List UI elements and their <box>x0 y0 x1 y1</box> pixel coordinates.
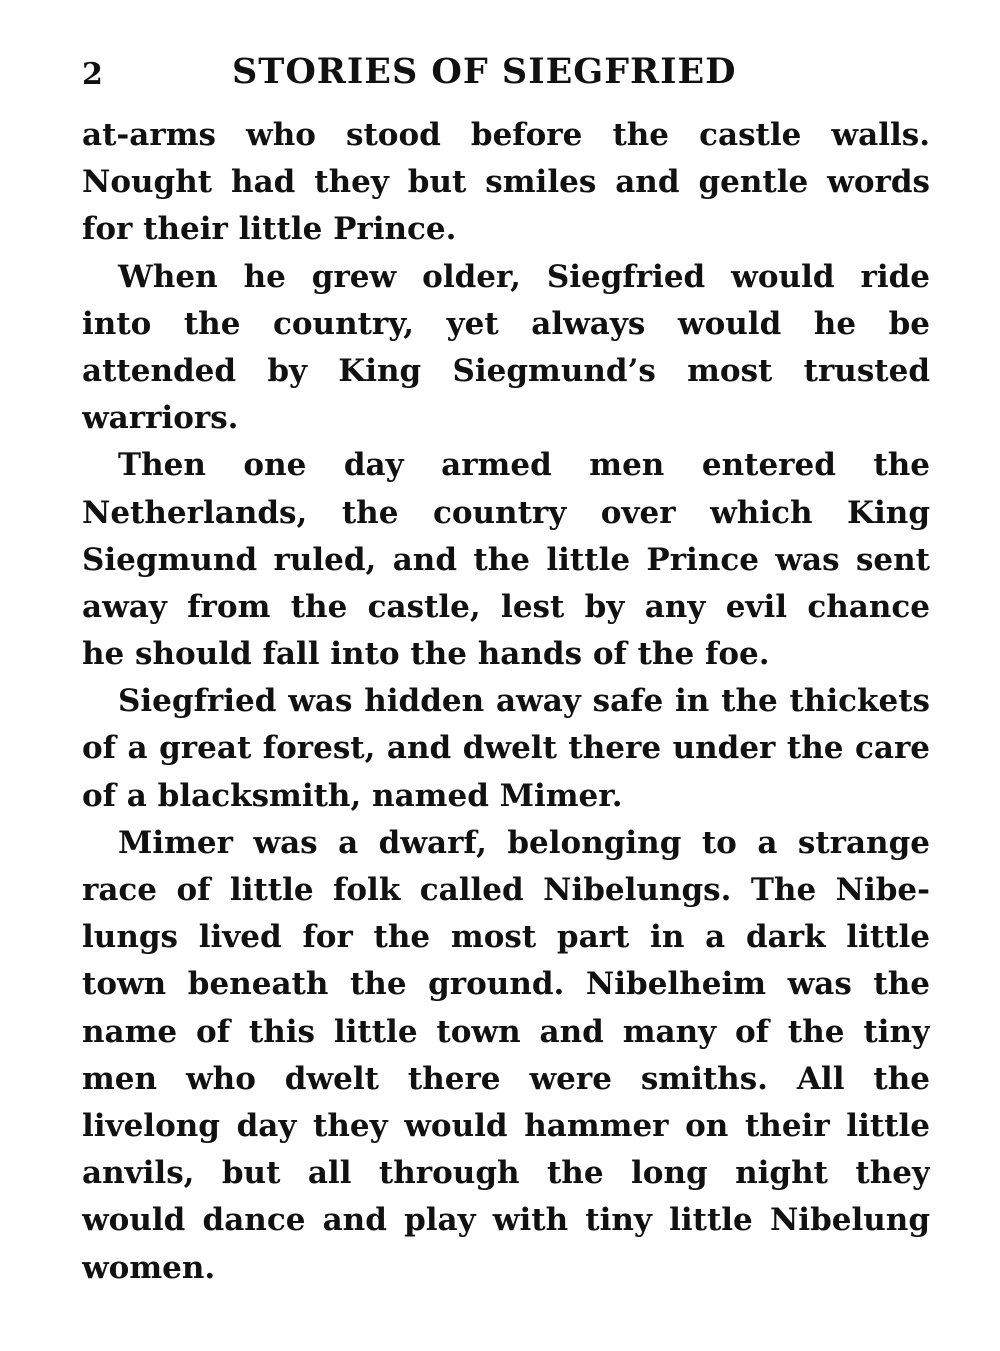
text-line: of a great forest, and dwelt there under the care <box>82 730 930 767</box>
running-title: STORIES OF SIEGFRIED <box>232 51 737 92</box>
paragraph-3 <box>82 442 930 678</box>
page-number: 2 <box>82 57 103 92</box>
text-line: name of this little town and many of the tiny <box>82 1013 930 1050</box>
text-line: livelong day they would hammer on their little <box>82 1107 930 1144</box>
text-line: warriors. <box>82 400 239 437</box>
text-line: for their little Prince. <box>82 211 457 248</box>
paragraph-2 <box>82 254 930 443</box>
text-line: anvils, but all through the long night they <box>82 1155 930 1192</box>
text-line: of a blacksmith, named Mimer. <box>82 777 623 814</box>
text-line: attended by King Siegmund’s most trusted <box>82 352 930 389</box>
text-line: When he grew older, Siegfried would ride <box>118 258 930 295</box>
text-line: lungs lived for the most part in a dark little <box>82 919 930 956</box>
text-body <box>82 112 930 1292</box>
running-head <box>82 46 930 96</box>
text-line: into the country, yet always would he be <box>82 305 930 342</box>
text-line: men who dwelt there were smiths. All the <box>82 1060 930 1097</box>
paragraph-4 <box>82 678 930 820</box>
text-line: Nought had they but smiles and gentle words <box>82 164 930 201</box>
text-line: town beneath the ground. Nibelheim was the <box>82 966 930 1003</box>
text-line: away from the castle, lest by any evil chance <box>82 588 930 625</box>
text-line: would dance and play with tiny little Nibelung <box>82 1202 930 1239</box>
text-line: Siegfried was hidden away safe in the thickets <box>118 683 930 720</box>
paragraph-5 <box>82 820 930 1292</box>
text-line: Mimer was a dwarf, belonging to a strange <box>118 824 930 861</box>
text-line: he should fall into the hands of the foe. <box>82 636 770 673</box>
text-line: Netherlands, the country over which King <box>82 494 930 531</box>
text-line: Then one day armed men entered the <box>118 447 930 484</box>
text-line: women. <box>82 1249 216 1286</box>
text-line: race of little folk called Nibelungs. The Nibe- <box>82 872 930 908</box>
paragraph-1 <box>82 112 930 254</box>
text-line: at-arms who stood before the castle walls. <box>82 117 930 153</box>
text-line: Siegmund ruled, and the little Prince was sent <box>82 541 930 578</box>
